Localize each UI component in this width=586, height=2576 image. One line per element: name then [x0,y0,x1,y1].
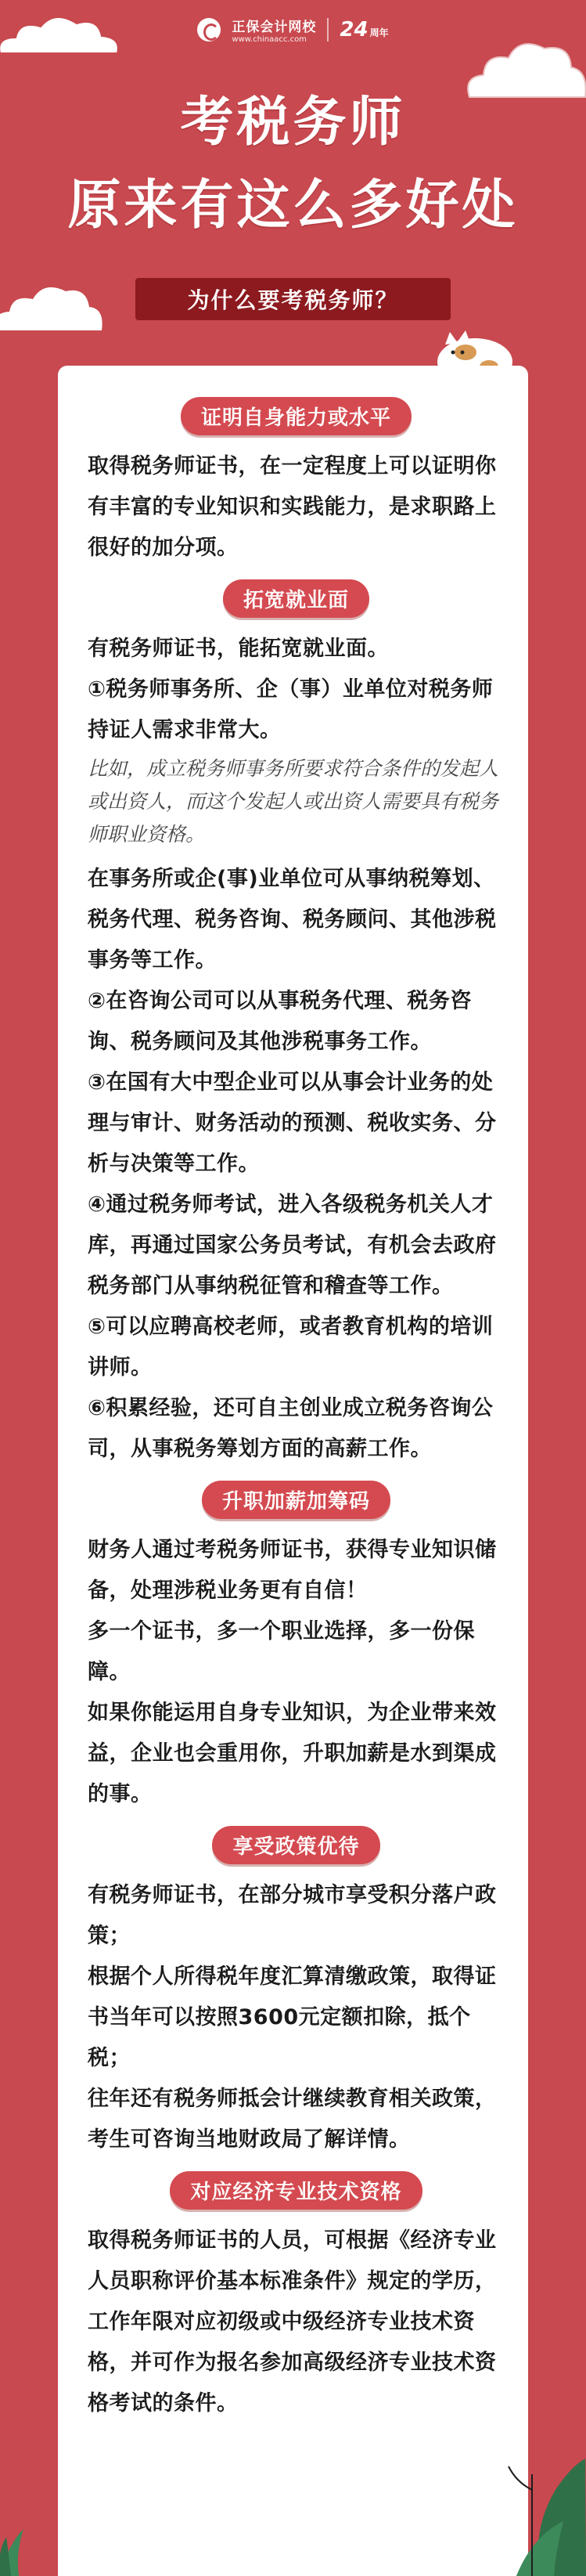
paragraph: 有税务师证书，能拓宽就业面。 [88,637,389,661]
paragraph: 根据个人所得税年度汇算清缴政策，取得证书当年可以按照3600元定额扣除，抵个税； [88,1964,497,2070]
question-banner: 为什么要考税务师？ [135,278,451,320]
paragraph: ①税务师事务所、企（事）业单位对税务师持证人需求非常大。 [88,677,494,742]
content-card [58,366,528,2576]
paragraph: ⑤可以应聘高校老师，或者教育机构的培训讲师。 [88,1315,494,1380]
paragraph: 在事务所或企(事)业单位可从事纳税筹划、税务代理、税务咨询、税务顾问、其他涉税事务等工作。 [88,867,497,972]
handwritten-note: 比如，成立税务师事务所要求符合条件的发起人或出资人，而这个发起人或出资人需要具有税务师职业资格。 [88,757,499,846]
main-title-line2: 原来有这么多好处 [67,175,519,236]
logo-icon [197,18,221,41]
plant-icon [0,2498,55,2576]
paragraph: ④通过税务师考试，进入各级税务机关人才库，再通过国家公务员考试，有机会去政府税务部门从事纳税征管和稽查等工作。 [88,1192,497,1298]
anniversary-mark: 24 周年 [340,18,389,41]
paragraph: ③在国有大中型企业可以从事会计业务的处理与审计、财务活动的预测、税收实务、分析与决策等工作。 [88,1070,497,1176]
brand-url: www.chinaacc.com [232,35,307,44]
paragraph: ②在咨询公司可以从事税务代理、税务咨询、税务顾问及其他涉税事务工作。 [88,989,472,1054]
section-heading: 拓宽就业面 [223,579,369,618]
paragraph: 取得税务师证书的人员，可根据《经济专业人员职称评价基本标准条件》规定的学历，工作年限对应初级或中级经济专业技术资格，并可作为报名参加高级经济专业技术资格考试的条件。 [88,2228,497,2415]
section-heading: 升职加薪加筹码 [202,1481,390,1519]
paragraph: 往年还有税务师抵会计继续教育相关政策，考生可咨询当地财政局了解详情。 [88,2087,497,2152]
section-heading: 证明自身能力或水平 [181,397,412,435]
section-heading: 对应经济专业技术资格 [170,2171,422,2210]
paragraph: 财务人通过考税务师证书，获得专业知识储备，处理涉税业务更有自信！ [88,1538,497,1603]
plant-icon [485,2443,586,2576]
logo-divider [327,18,329,41]
brand-name: 正保会计网校 [232,20,317,35]
paragraph: 多一个证书，多一个职业选择，多一份保障。 [88,1619,475,1684]
header [0,0,586,345]
paragraph: 取得税务师证书，在一定程度上可以证明你有丰富的专业知识和实践能力，是求职路上很好的加分项。 [88,454,497,560]
paragraph: ⑥积累经验，还可自主创业成立税务咨询公司，从事税务筹划方面的高薪工作。 [88,1396,494,1461]
cloud-icon [0,276,110,337]
cloud-icon [0,6,125,61]
paragraph: 如果你能运用自身专业知识，为企业带来效益，企业也会重用你，升职加薪是水到渠成的事。 [88,1701,497,1806]
section-heading: 享受政策优待 [212,1826,379,1864]
paragraph: 有税务师证书，在部分城市享受积分落户政策； [88,1883,497,1948]
main-title-line1: 考税务师 [180,92,406,153]
